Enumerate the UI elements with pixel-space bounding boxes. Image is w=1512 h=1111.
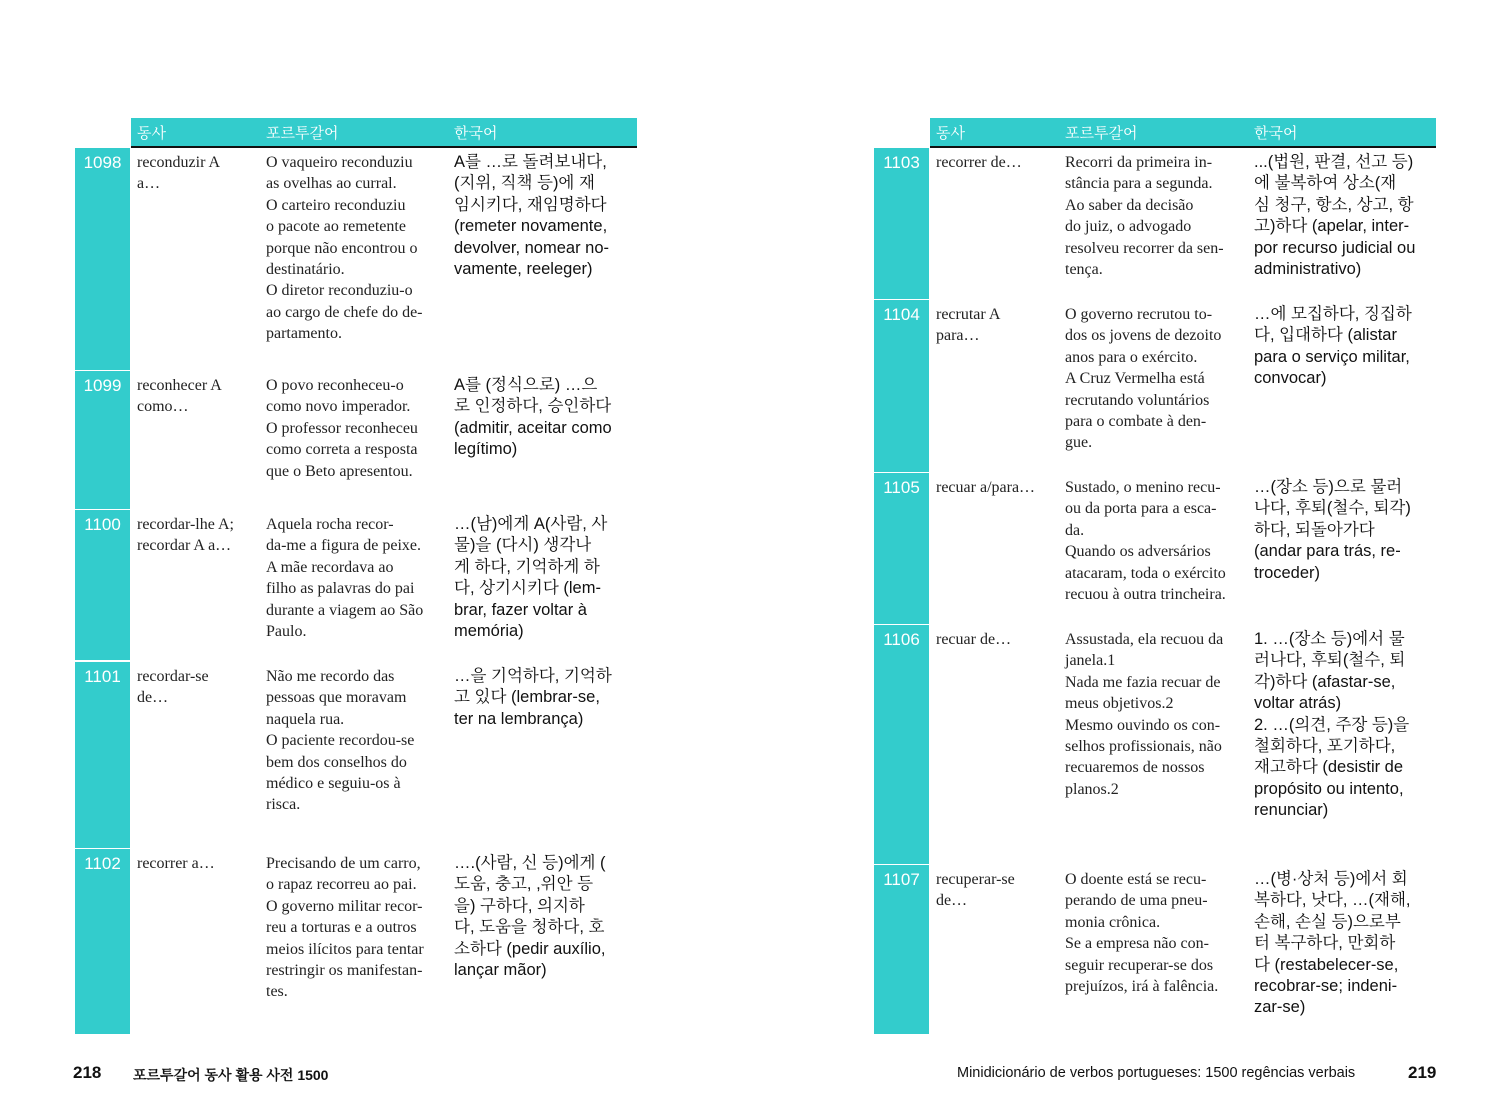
- text-line: partamento.: [266, 325, 342, 343]
- text-line: recordar A a…: [137, 537, 232, 555]
- text-line: recuperar-se: [936, 871, 1015, 888]
- text-line: recorrer de…: [936, 154, 1022, 171]
- text-line: 철회하다, 포기하다,: [1254, 737, 1396, 756]
- text-line: recuar de…: [936, 631, 1012, 648]
- text-line: (andar para trás, re-: [1254, 542, 1401, 561]
- text-line: 손해, 손실 등)으로부: [1254, 912, 1401, 931]
- entry-row: [874, 148, 1436, 299]
- entry-number: 1098: [75, 148, 130, 370]
- text-line: ao cargo de chefe do de-: [266, 303, 423, 321]
- portuguese-example-cell: [1065, 304, 1221, 454]
- text-line: 소하다 (pedir auxílio,: [454, 939, 606, 958]
- text-line: da-me a figura de peixe.: [266, 537, 422, 555]
- text-line: O governo militar recor-: [266, 897, 423, 915]
- entry-number: 1099: [75, 371, 130, 509]
- text-line: 터 복구하다, 만회하: [1254, 934, 1396, 953]
- text-line: 나다, 후퇴(철수, 퇴각): [1254, 499, 1411, 518]
- text-line: 다, 입대하다 (alistar: [1254, 326, 1397, 345]
- text-line: 하다, 되돌아가다: [1254, 520, 1375, 539]
- header-korean: 한국어: [1254, 124, 1298, 142]
- text-line: …(남)에게 A(사람, 사: [454, 515, 608, 533]
- table-header: [131, 118, 637, 148]
- text-line: o pacote ao remetente: [266, 218, 406, 236]
- text-line: memória): [454, 622, 524, 641]
- text-line: resolveu recorrer da sen-: [1065, 239, 1224, 257]
- text-line: 각)하다 (afastar-se,: [1254, 672, 1396, 691]
- text-line: Nada me fazia recuar de: [1065, 673, 1221, 691]
- text-line: dos os jovens de dezoito: [1065, 327, 1222, 345]
- left-page-number: 218: [73, 1063, 102, 1082]
- text-line: do juiz, o advogado: [1065, 218, 1192, 236]
- text-line: meios ilícitos para tentar: [266, 940, 424, 958]
- text-line: (remeter novamente,: [454, 217, 608, 236]
- text-line: as ovelhas ao curral.: [266, 175, 397, 193]
- text-line: A를 …로 돌려보내다,: [454, 153, 607, 171]
- text-line: Ao saber da decisão: [1065, 196, 1194, 214]
- entry-row: [75, 148, 637, 370]
- text-line: vamente, reeleger): [454, 260, 593, 279]
- korean-meaning-cell: [454, 853, 606, 981]
- text-line: A를 (정식으로) …으: [454, 376, 598, 394]
- text-line: …(장소 등)으로 물러: [1254, 478, 1403, 496]
- text-line: recrutando voluntários: [1065, 391, 1210, 409]
- entry-number: 1104: [874, 300, 929, 472]
- text-line: reu a torturas e a outros: [266, 919, 417, 937]
- portuguese-example-cell: [1065, 869, 1218, 997]
- header-portuguese: 포르투갈어: [266, 124, 339, 142]
- portuguese-example-cell: [1065, 477, 1226, 605]
- verb-cell: [936, 477, 1035, 498]
- korean-meaning-cell: [1254, 869, 1411, 1019]
- text-line: …에 모집하다, 징집하: [1254, 305, 1412, 323]
- text-line: troceder): [1254, 563, 1321, 582]
- text-line: janela.1: [1065, 652, 1116, 670]
- korean-meaning-cell: [1254, 304, 1412, 390]
- text-line: renunciar): [1254, 801, 1329, 820]
- text-line: zar-se): [1254, 998, 1306, 1017]
- verb-cell: [936, 304, 1000, 347]
- text-line: médico e seguiu-os à: [266, 775, 401, 793]
- text-line: bem dos conselhos do: [266, 753, 407, 771]
- text-line: por recurso judicial ou: [1254, 238, 1416, 257]
- text-line: brar, fazer voltar à: [454, 600, 587, 619]
- entry-row: [874, 625, 1436, 864]
- text-line: (admitir, aceitar como: [454, 418, 612, 437]
- text-line: recorrer a…: [137, 855, 215, 872]
- text-line: 로 인정하다, 승인하다: [454, 397, 612, 416]
- text-line: 복하다, 낫다, …(재해,: [1254, 891, 1411, 910]
- text-line: 다, 도움을 청하다, 호: [454, 918, 605, 937]
- text-line: O carteiro reconduziu: [266, 196, 406, 214]
- verb-cell: [137, 152, 220, 195]
- text-line: o rapaz recorreu ao pai.: [266, 876, 417, 894]
- text-line: 도움, 충고, ,위안 등: [454, 875, 594, 894]
- text-line: …을 기억하다, 기억하: [454, 667, 612, 685]
- text-line: 다 (restabelecer-se,: [1254, 955, 1399, 974]
- text-line: como…: [137, 398, 189, 416]
- text-line: O diretor reconduziu-o: [266, 282, 413, 300]
- text-line: restringir os manifestan-: [266, 962, 423, 980]
- left-running-title: 포르투갈어 동사 활용 사전 1500: [133, 1067, 329, 1083]
- verb-cell: [137, 666, 209, 709]
- verb-cell: [936, 152, 1022, 173]
- verb-cell: [936, 629, 1011, 650]
- text-line: recordar-lhe A;: [137, 516, 234, 533]
- text-line: Assustada, ela recuou da: [1065, 631, 1224, 648]
- korean-meaning-cell: [454, 152, 609, 280]
- korean-meaning-cell: [454, 514, 607, 642]
- header-verb: 동사: [936, 124, 965, 142]
- korean-meaning-cell: [454, 666, 612, 730]
- text-line: O professor reconheceu: [266, 419, 418, 437]
- text-line: stância para a segunda.: [1065, 175, 1213, 193]
- verb-cell: [936, 869, 1015, 912]
- text-line: destinatário.: [266, 261, 345, 279]
- text-line: voltar atrás): [1254, 694, 1342, 713]
- entry-row: [75, 662, 637, 848]
- portuguese-example-cell: [266, 853, 424, 1003]
- text-line: ter na lembrança): [454, 709, 584, 728]
- text-line: 물)을 (다시) 생각나: [454, 536, 592, 555]
- text-line: monia crônica.: [1065, 913, 1161, 931]
- korean-meaning-cell: [1254, 477, 1411, 584]
- text-line: 다, 상기시키다 (lem-: [454, 579, 601, 598]
- text-line: Se a empresa não con-: [1065, 935, 1209, 953]
- text-line: meus objetivos.2: [1065, 695, 1174, 713]
- text-line: Recorri da primeira in-: [1065, 154, 1213, 171]
- korean-meaning-cell: [1254, 629, 1409, 822]
- text-line: seguir recuperar-se dos: [1065, 956, 1214, 974]
- portuguese-example-cell: [266, 514, 423, 642]
- korean-meaning-cell: [454, 375, 612, 461]
- text-line: da.: [1065, 521, 1085, 539]
- text-line: O vaqueiro reconduziu: [266, 154, 413, 171]
- text-line: Aquela rocha recor-: [266, 516, 394, 533]
- text-line: recobrar-se; indeni-: [1254, 977, 1398, 996]
- text-line: 1. …(장소 등)에서 물: [1254, 630, 1405, 648]
- entry-number: 1105: [874, 473, 929, 624]
- text-line: Quando os adversários: [1065, 543, 1211, 561]
- entry-row: [75, 849, 637, 1034]
- text-line: 심 청구, 항소, 상고, 항: [1254, 195, 1414, 214]
- text-line: Precisando de um carro,: [266, 855, 421, 872]
- text-line: …(병·상처 등)에서 회: [1254, 870, 1408, 888]
- entry-number: 1102: [75, 849, 130, 1034]
- portuguese-example-cell: [1065, 152, 1224, 280]
- text-line: durante a viagem ao São: [266, 601, 424, 619]
- text-line: devolver, nomear no-: [454, 238, 610, 257]
- text-line: ...(법원, 판결, 선고 등): [1254, 153, 1414, 171]
- text-line: como correta a resposta: [266, 441, 418, 459]
- text-line: pessoas que moravam: [266, 689, 407, 707]
- text-line: propósito ou intento,: [1254, 779, 1404, 798]
- text-line: recuou à outra trincheira.: [1065, 586, 1226, 604]
- text-line: risca.: [266, 796, 301, 814]
- text-line: Sustado, o menino recu-: [1065, 479, 1221, 496]
- portuguese-example-cell: [266, 152, 423, 345]
- text-line: legítimo): [454, 440, 518, 459]
- text-line: A Cruz Vermelha está: [1065, 370, 1205, 388]
- korean-meaning-cell: [1254, 152, 1415, 280]
- verb-cell: [137, 853, 215, 874]
- right-running-title: Minidicionário de verbos portugueses: 1500 regências verbais: [957, 1065, 1356, 1081]
- text-line: 임시키다, 재임명하다: [454, 195, 607, 214]
- text-line: Paulo.: [266, 623, 307, 641]
- text-line: reconhecer A: [137, 377, 222, 394]
- text-line: 재고하다 (desistir de: [1254, 758, 1404, 777]
- text-line: para o combate à den-: [1065, 413, 1207, 431]
- text-line: recuar a/para…: [936, 479, 1036, 496]
- left-dictionary-table: [75, 118, 637, 1034]
- text-line: tença.: [1065, 261, 1103, 279]
- text-line: (지위, 직책 등)에 재: [454, 174, 595, 193]
- text-line: Não me recordo das: [266, 668, 395, 685]
- entry-row: [874, 865, 1436, 1034]
- entry-row: [874, 473, 1436, 624]
- text-line: a…: [137, 175, 161, 193]
- right-dictionary-table: [874, 118, 1436, 1034]
- text-line: Mesmo ouvindo os con-: [1065, 716, 1221, 734]
- text-line: 고 있다 (lembrar-se,: [454, 688, 600, 707]
- text-line: para o serviço militar,: [1254, 347, 1410, 366]
- verb-cell: [137, 514, 234, 557]
- text-line: A mãe recordava ao: [266, 558, 394, 576]
- text-line: reconduzir A: [137, 154, 221, 171]
- text-line: que o Beto apresentou.: [266, 462, 413, 480]
- text-line: ….(사람, 신 등)에게 (: [454, 854, 606, 872]
- header-verb: 동사: [137, 124, 166, 142]
- text-line: 게 하다, 기억하게 하: [454, 557, 600, 576]
- text-line: porque não encontrou o: [266, 239, 418, 257]
- text-line: administrativo): [1254, 260, 1362, 279]
- text-line: O doente está se recu-: [1065, 871, 1207, 888]
- entry-number: 1101: [75, 662, 130, 848]
- text-line: O povo reconheceu-o: [266, 377, 404, 394]
- text-line: para…: [936, 327, 980, 345]
- header-korean: 한국어: [454, 124, 498, 142]
- verb-cell: [137, 375, 222, 418]
- entry-number: 1106: [874, 625, 929, 864]
- text-line: perando de uma pneu-: [1065, 892, 1208, 910]
- right-page-number: 219: [1408, 1063, 1437, 1082]
- entry-row: [75, 510, 637, 660]
- text-line: filho as palavras do pai: [266, 580, 415, 598]
- text-line: O governo recrutou to-: [1065, 306, 1213, 323]
- text-line: recordar-se: [137, 668, 209, 685]
- text-line: de…: [137, 689, 169, 707]
- text-line: selhos profissionais, não: [1065, 738, 1222, 756]
- entry-row: [75, 371, 637, 509]
- text-line: anos para o exército.: [1065, 348, 1198, 366]
- text-line: recrutar A: [936, 306, 1001, 323]
- text-line: gue.: [1065, 434, 1093, 452]
- text-line: naquela rua.: [266, 710, 345, 728]
- portuguese-example-cell: [1065, 629, 1223, 800]
- text-line: convocar): [1254, 369, 1327, 388]
- text-line: ou da porta para a esca-: [1065, 500, 1217, 518]
- text-line: lançar mãor): [454, 961, 547, 980]
- text-line: 에 불복하여 상소(재: [1254, 174, 1397, 193]
- text-line: 고)하다 (apelar, inter-: [1254, 217, 1410, 236]
- text-line: como novo imperador.: [266, 398, 411, 416]
- text-line: planos.2: [1065, 780, 1119, 798]
- text-line: 러나다, 후퇴(철수, 퇴: [1254, 651, 1406, 670]
- text-line: prejuízos, irá à falência.: [1065, 978, 1219, 996]
- text-line: recuaremos de nossos: [1065, 759, 1205, 777]
- text-line: O paciente recordou-se: [266, 732, 415, 750]
- text-line: atacaram, toda o exército: [1065, 564, 1226, 582]
- portuguese-example-cell: [266, 375, 418, 482]
- entry-row: [874, 300, 1436, 472]
- text-line: 2. …(의견, 주장 등)을: [1254, 715, 1410, 734]
- text-line: de…: [936, 892, 968, 910]
- entry-number: 1107: [874, 865, 929, 1034]
- entry-number: 1103: [874, 148, 929, 299]
- text-line: 을) 구하다, 의지하: [454, 896, 585, 915]
- portuguese-example-cell: [266, 666, 414, 816]
- header-portuguese: 포르투갈어: [1065, 124, 1138, 142]
- entry-number: 1100: [75, 510, 130, 660]
- table-header: [930, 118, 1436, 148]
- text-line: tes.: [266, 983, 288, 1001]
